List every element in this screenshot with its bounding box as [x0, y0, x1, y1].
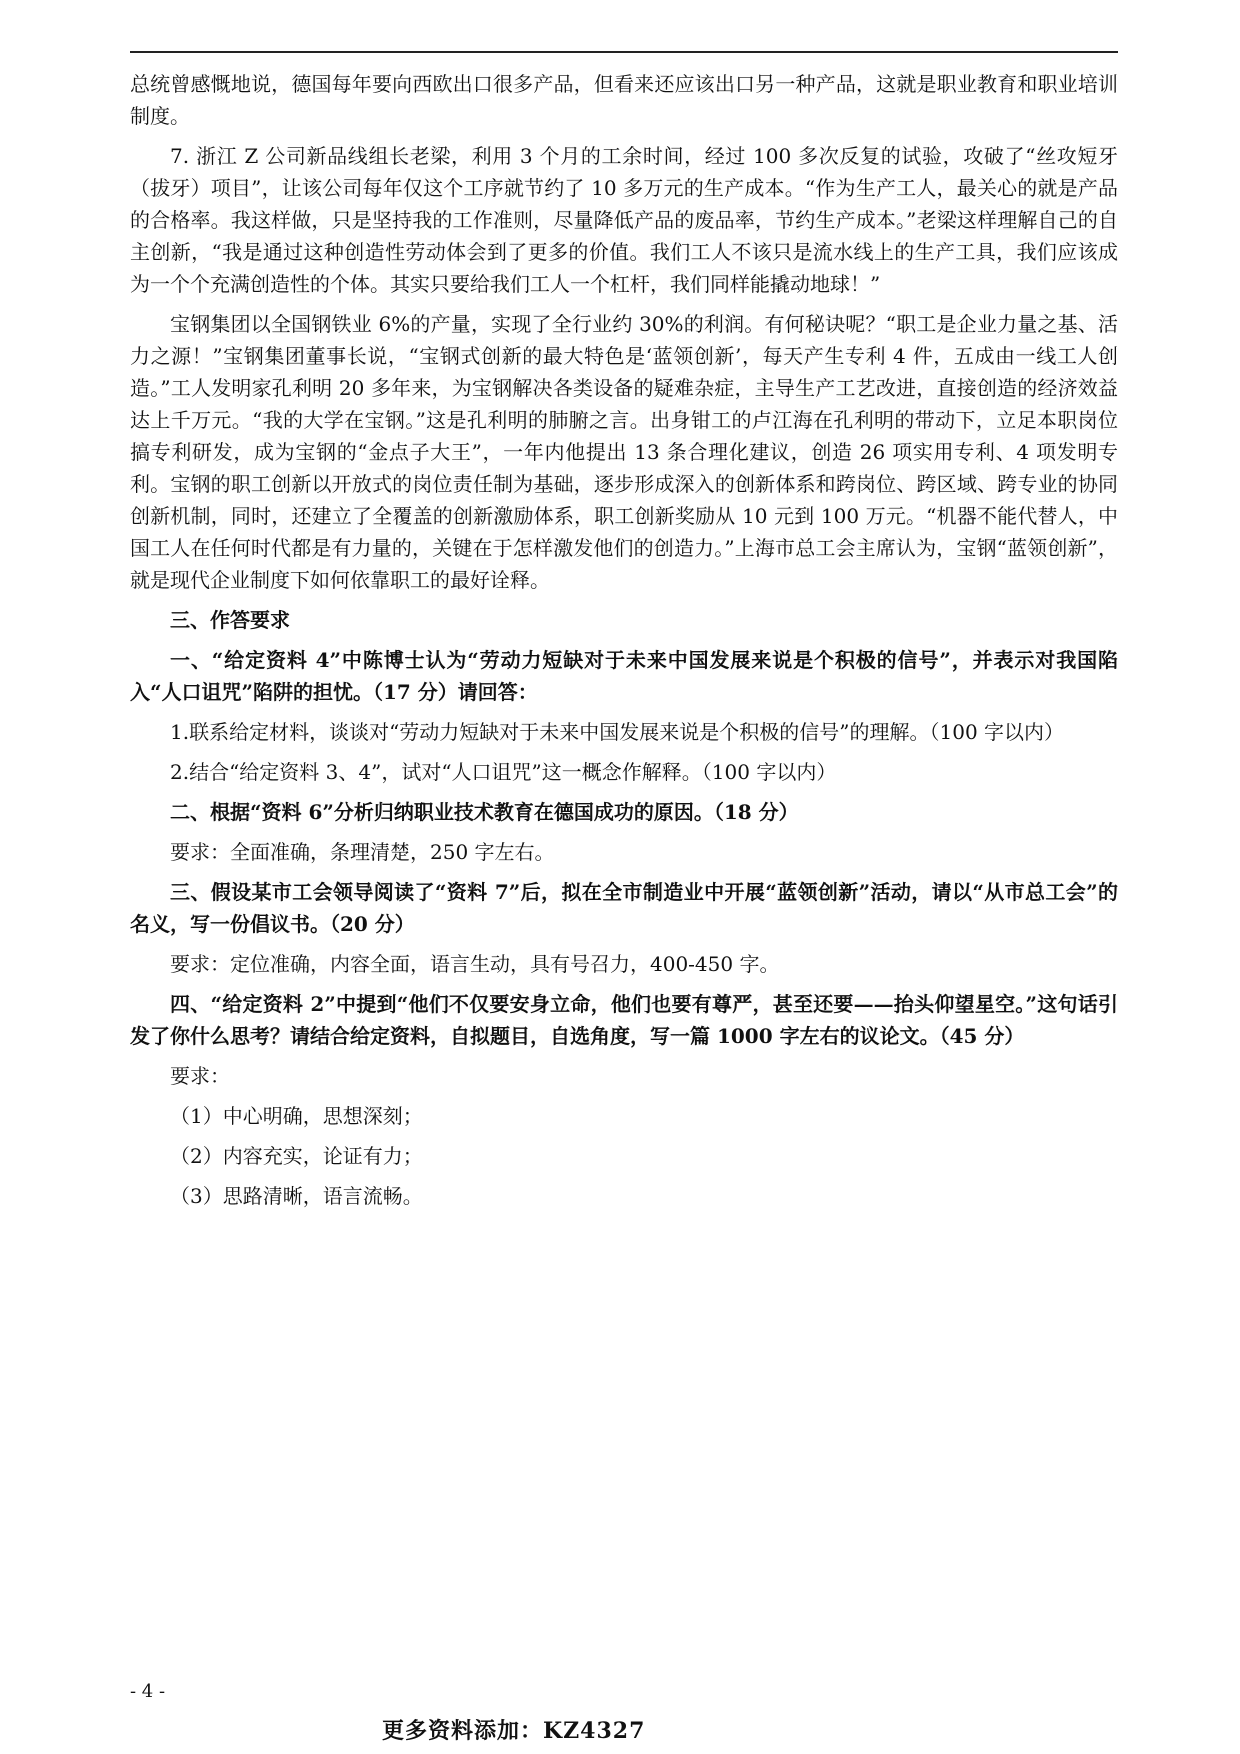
question-2-requirement: 要求：全面准确，条理清楚，250 字左右。: [170, 840, 555, 864]
question-1-part-1: 1.联系给定材料，谈谈对“劳动力短缺对于未来中国发展来说是个积极的信号”的理解。（100 字以内）: [170, 720, 1065, 744]
requirement-item: （2）内容充实，论证有力；: [170, 1144, 423, 1168]
paragraph-baosteel: 宝钢集团以全国钢铁业 6%的产量，实现了全行业约 30%的利润。有何秘诀呢？“职工是企业力量之基、活力之源！”宝钢集团董事长说，“宝钢式创新的最大特色是‘蓝领创新’，每天产生专利 4 件，五成由一线工人创造。”工人发明家孔利明 20 多年来，为宝钢解决各类设备的疑难杂症，主导生产工艺改进，直接创造的经济效益达上千万元。“我的大学在宝钢。”这是孔利明的肺腑之言。出身钳工的卢江海在孔利明的带动下，立足本职岗位搞专利研发，成为宝钢的“金点子大王”，一年内他提出 13 条合理化建议，创造 26 项实用专利、4 项发明专利。宝钢的职工创新以开放式的岗位责任制为基础，逐步形成深入的创新体系和跨岗位、跨区域、跨专业的协同创新机制，同时，还建立了全覆盖的创新激励体系，职工创新奖励从 10 元到 100 万元。“机器不能代替人，中国工人在任何时代都是有力量的，关键在于怎样激发他们的创造力。”上海市总工会主席认为，宝钢“蓝领创新”，就是现代企业制度下如何依靠职工的最好诠释。: [130, 312, 1118, 592]
question-2: 二、根据“资料 6”分析归纳职业技术教育在德国成功的原因。（18 分）: [170, 800, 799, 824]
paragraph-item-7: 7. 浙江 Z 公司新品线组长老梁，利用 3 个月的工余时间，经过 100 多次反复的试验，攻破了“丝攻短牙（拔牙）项目”，让该公司每年仅这个工序就节约了 10 多万元的生产成本。“作为生产工人，最关心的就是产品的合格率。我这样做，只是坚持我的工作准则，尽量降低产品的废品率，节约生产成本。”老梁这样理解自己的自主创新，“我是通过这种创造性劳动体会到了更多的价值。我们工人不该只是流水线上的生产工具，我们应该成为一个个充满创造性的个体。其实只要给我们工人一个杠杆，我们同样能撬动地球！”: [130, 144, 1118, 296]
question-4-requirement-label: 要求：: [170, 1064, 230, 1088]
section-heading-answer-requirements: 三、作答要求: [170, 608, 290, 632]
question-3: 三、假设某市工会领导阅读了“资料 7”后，拟在全市制造业中开展“蓝领创新”活动，请以“从市总工会”的名义，写一份倡议书。（20 分）: [130, 880, 1118, 936]
requirement-item: （3）思路清晰，语言流畅。: [170, 1184, 423, 1208]
document-body: [130, 68, 1118, 1220]
footer-note: 更多资料添加：KZ4327: [382, 1718, 646, 1744]
question-1: 一、“给定资料 4”中陈博士认为“劳动力短缺对于未来中国发展来说是个积极的信号”，并表示对我国陷入“人口诅咒”陷阱的担忧。（17 分）请回答：: [130, 648, 1118, 704]
question-4: 四、“给定资料 2”中提到“他们不仅要安身立命，他们也要有尊严，甚至还要——抬头仰望星空。”这句话引发了你什么思考？请结合给定资料，自拟题目，自选角度，写一篇 1000 字左右的议论文。（45 分）: [130, 992, 1118, 1048]
header-rule: [130, 51, 1118, 53]
requirement-item: （1）中心明确，思想深刻；: [170, 1104, 423, 1128]
question-3-requirement: 要求：定位准确，内容全面，语言生动，具有号召力，400-450 字。: [170, 952, 780, 976]
question-1-part-2: 2.结合“给定资料 3、4”，试对“人口诅咒”这一概念作解释。（100 字以内）: [170, 760, 837, 784]
page-number: - 4 -: [130, 1681, 166, 1702]
paragraph-continuation: 总统曾感慨地说，德国每年要向西欧出口很多产品，但看来还应该出口另一种产品，这就是职业教育和职业培训制度。: [130, 72, 1118, 128]
